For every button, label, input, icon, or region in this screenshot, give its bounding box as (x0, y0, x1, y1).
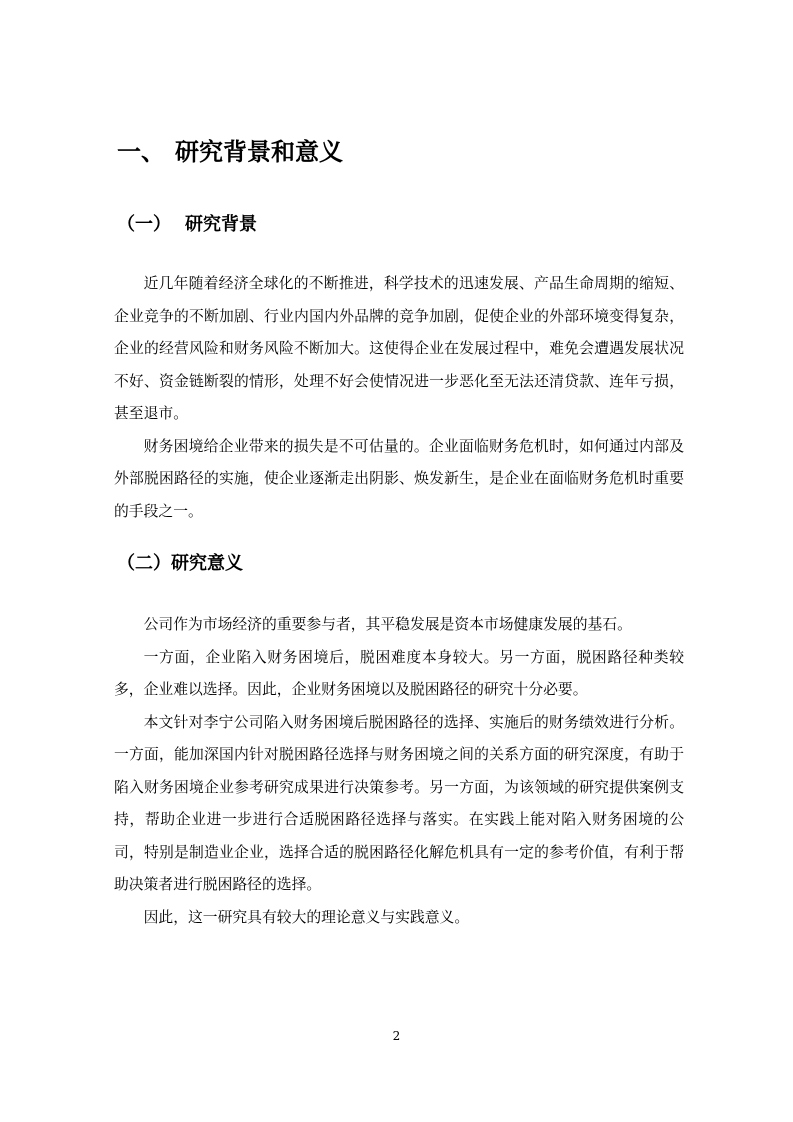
paragraph: 一方面，企业陷入财务困境后，脱困难度本身较大。另一方面，脱困路径种类较多，企业难以选择。因此，企业财务困境以及脱困路径的研究十分必要。 (114, 648, 684, 698)
background-body (114, 268, 684, 528)
paragraph: 因此，这一研究具有较大的理论意义与实践意义。 (143, 908, 470, 926)
significance-body (114, 609, 684, 934)
paragraph: 近几年随着经济全球化的不断推进，科学技术的迅速发展、产品生命周期的缩短、企业竞争的不断加剧、行业内国内外品牌的竞争加剧，促使企业的外部环境变得复杂，企业的经营风险和财务风险不断加大。这使得企业在发展过程中，难免会遭遇发展状况不好、资金链断裂的情形，处理不好会使情况进一步恶化至无法还清贷款、连年亏损，甚至退市。 (114, 275, 684, 422)
section-title-background: 研究背景 (185, 214, 257, 235)
paragraph: 公司作为市场经济的重要参与者，其平稳发展是资本市场健康发展的基石。 (143, 616, 632, 633)
paragraph: 财务困境给企业带来的损失是不可估量的。企业面临财务危机时，如何通过内部及外部脱困路径的实施，使企业逐渐走出阴影、焕发新生，是企业在面临财务危机时重要的手段之一。 (114, 437, 684, 520)
chapter-heading (117, 134, 343, 170)
chapter-number: 一、 (117, 138, 165, 166)
section-number-background: （一） (117, 214, 171, 235)
chapter-title: 研究背景和意义 (175, 138, 343, 166)
page-number: 2 (392, 1029, 401, 1043)
section-heading-significance: （二）研究意义 (117, 553, 243, 574)
section-heading-background (117, 211, 257, 239)
paragraph: 本文针对李宁公司陷入财务困境后脱困路径的选择、实施后的财务绩效进行分析。一方面，能加深国内针对脱困路径选择与财务困境之间的关系方面的研究深度，有助于陷入财务困境企业参考研究成果进行决策参考。另一方面，为该领域的研究提供案例支持，帮助企业进一步进行合适脱困路径选择与落实。在实践上能对陷入财务困境的公司，特别是制造业企业，选择合适的脱困路径化解危机具有一定的参考价值，有利于帮助决策者进行脱困路径的选择。 (114, 713, 684, 893)
